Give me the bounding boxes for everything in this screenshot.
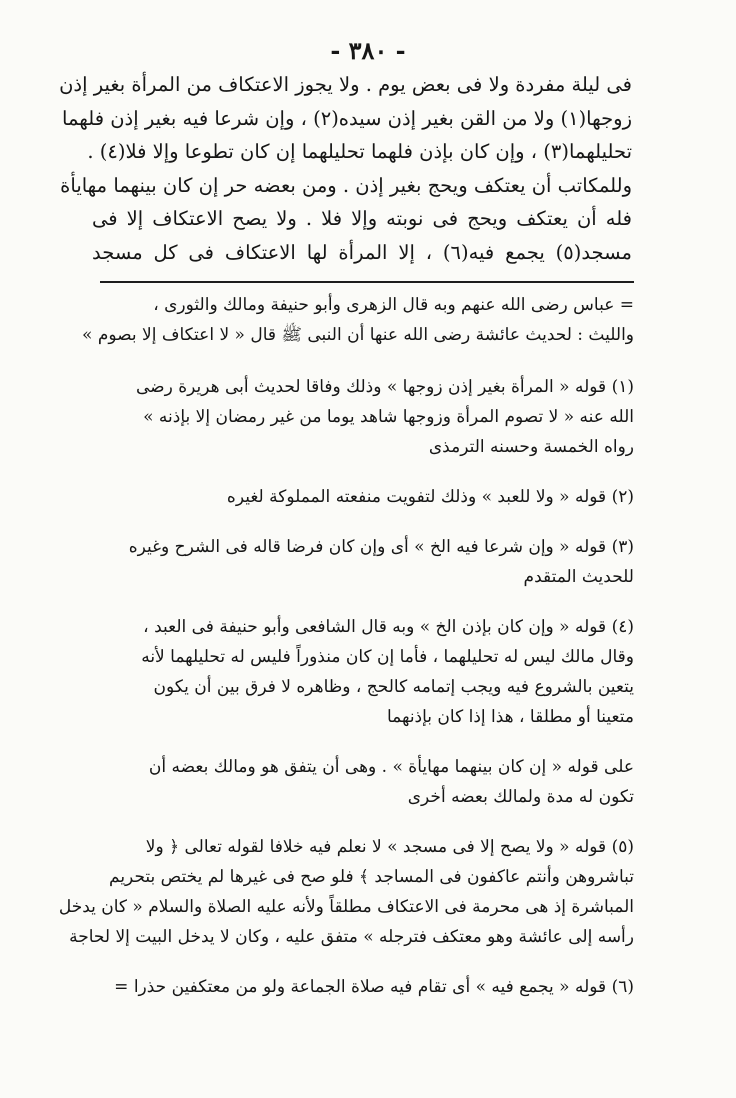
footnote-line: (٦) قوله « يجمع فيه » أى تقام فيه صلاة الجماعة ولو من معتكفين حذرا = [114,977,634,997]
footnote-4 [96,612,634,732]
footnote-divider [100,281,634,283]
footnote-muhaya-a [96,752,634,812]
footnote-line: (١) قوله « المرأة بغير إذن زوجها » وذلك وفاقا لحديث أبى هريرة رضى [136,377,634,397]
footnote-line: على قوله « إن كان بينهما مهايأة » . وهى أن يتفق هو ومالك بعضه أن [148,757,634,777]
main-text-line: وللمكاتب أن يعتكف ويحج بغير إذن . ومن بعضه حر إن كان بينهما مهايأة [60,173,632,197]
footnote-line: والليث : لحديث عائشة رضى الله عنها أن النبى ﷺ قال « لا اعتكاف إلا بصوم » [82,325,634,345]
footnote-line: = عباس رضى الله عنهم وبه قال الزهرى وأبو حنيفة ومالك والثورى ، [153,295,634,315]
footnote-2 [96,482,634,512]
footnote-line: متعينا أو مطلقا ، هذا إذا كان بإذنهما [386,707,634,727]
footnote-line: تكون له مدة ولمالك بعضه أخرى [407,787,634,807]
footnote-line: تباشروهن وأنتم عاكفون فى المساجد ﴾ فلو صح فى غيرها لم يختص بتحريم [109,867,634,887]
footnote-line: وقال مالك ليس له تحليلهما ، فأما إن كان منذوراً فليس له تحليلهما لأنه [141,647,634,667]
main-text-line: تحليلهما(٣) ، وإن كان بإذن فلهما تحليلهما إن كان تطوعا وإلا فلا(٤) . [87,140,632,163]
footnote-3 [96,532,634,592]
footnote-line: المباشرة إذ هى محرمة فى الاعتكاف مطلقاً ولأنه عليه الصلاة والسلام « كان يدخل [58,897,634,917]
footnote-line: (٣) قوله « وإن شرعا فيه الخ » أى وإن كان فرضا قاله فى الشرح وغيره [128,537,634,557]
main-text [59,68,632,269]
page-number: - ٣٨٠ - [330,36,406,65]
footnote-line: الله عنه « لا تصوم المرأة وزوجها شاهد يوما من غير رمضان إلا بإذنه » [143,407,634,427]
footnote-1 [96,372,634,462]
footnote-line: (٢) قوله « ولا للعبد » وذلك لتفويت منفعته المملوكة لغيره [226,487,634,507]
footnote-line: للحديث المتقدم [523,567,634,587]
footnote-line: رواه الخمسة وحسنه الترمذى [428,437,634,457]
footnote-line: (٥) قوله « ولا يصح إلا فى مسجد » لا نعلم فيه خلافا لقوله تعالى ﴿ ولا [145,837,634,857]
footnotes [58,290,634,1022]
main-text-line: فله أن يعتكف ويحج فى نوبته وإلا فلا . ولا يصح الاعتكاف إلا فى [92,207,632,230]
footnote-line: يتعين بالشروع فيه ويجب إتمامه كالحج ، وظاهره لا فرق بين أن يكون [153,677,634,697]
footnote-line: (٤) قوله « وإن كان بإذن الخ » وبه قال الشافعى وأبو حنيفة فى العبد ، [143,617,634,637]
main-text-line: مسجد(٥) يجمع فيه(٦) ، إلا المرأة لها الاعتكاف فى كل مسجد [92,240,632,264]
main-text-line: زوجها(١) ولا من القن بغير إذن سيده(٢) ، وإن شرعا فيه بغير إذن فلهما [62,106,632,130]
footnote-5 [58,832,634,952]
footnote-line: رأسه إلى عائشة وهو معتكف فترجله » متفق عليه ، وكان لا يدخل البيت إلا لحاجة [69,927,634,947]
footnote-6 [96,972,634,1002]
main-text-line: فى ليلة مفردة ولا فى بعض يوم . ولا يجوز الاعتكاف من المرأة بغير إذن [59,73,632,96]
footnote-continuation [82,290,634,350]
